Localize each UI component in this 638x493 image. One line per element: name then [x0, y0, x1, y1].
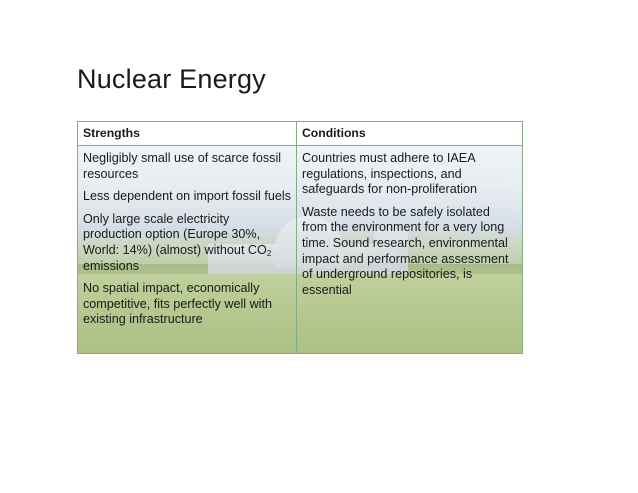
condition-item: Waste needs to be safely isolated from the environment for a very long time. Sound research, environmental impact and performance assessment of underground repositories, is essential: [302, 204, 509, 297]
strengths-cell: [78, 146, 297, 353]
conditions-cell: [297, 146, 522, 353]
strength-text-after: emissions: [83, 258, 139, 273]
condition-item: Countries must adhere to IAEA regulations, inspections, and safeguards for non-proliferation: [302, 151, 478, 197]
strength-text-before: Only large scale electricity production option (Europe 30%, World: 14%) (almost) without CO: [83, 211, 267, 257]
strengths-conditions-table: [77, 121, 523, 354]
strength-item: No spatial impact, economically competitive, fits perfectly well with existing infrastructure: [83, 281, 272, 327]
strength-item: Negligibly small use of scarce fossil resources: [83, 151, 282, 181]
strength-item-co2: [83, 212, 291, 274]
header-strengths: Strengths: [78, 122, 297, 146]
header-conditions: Conditions: [297, 122, 522, 146]
slide-title: Nuclear Energy: [77, 64, 266, 94]
co2-subscript: 2: [266, 248, 272, 258]
table-grid: [78, 122, 522, 353]
strength-item: Less dependent on import fossil fuels: [83, 189, 291, 204]
